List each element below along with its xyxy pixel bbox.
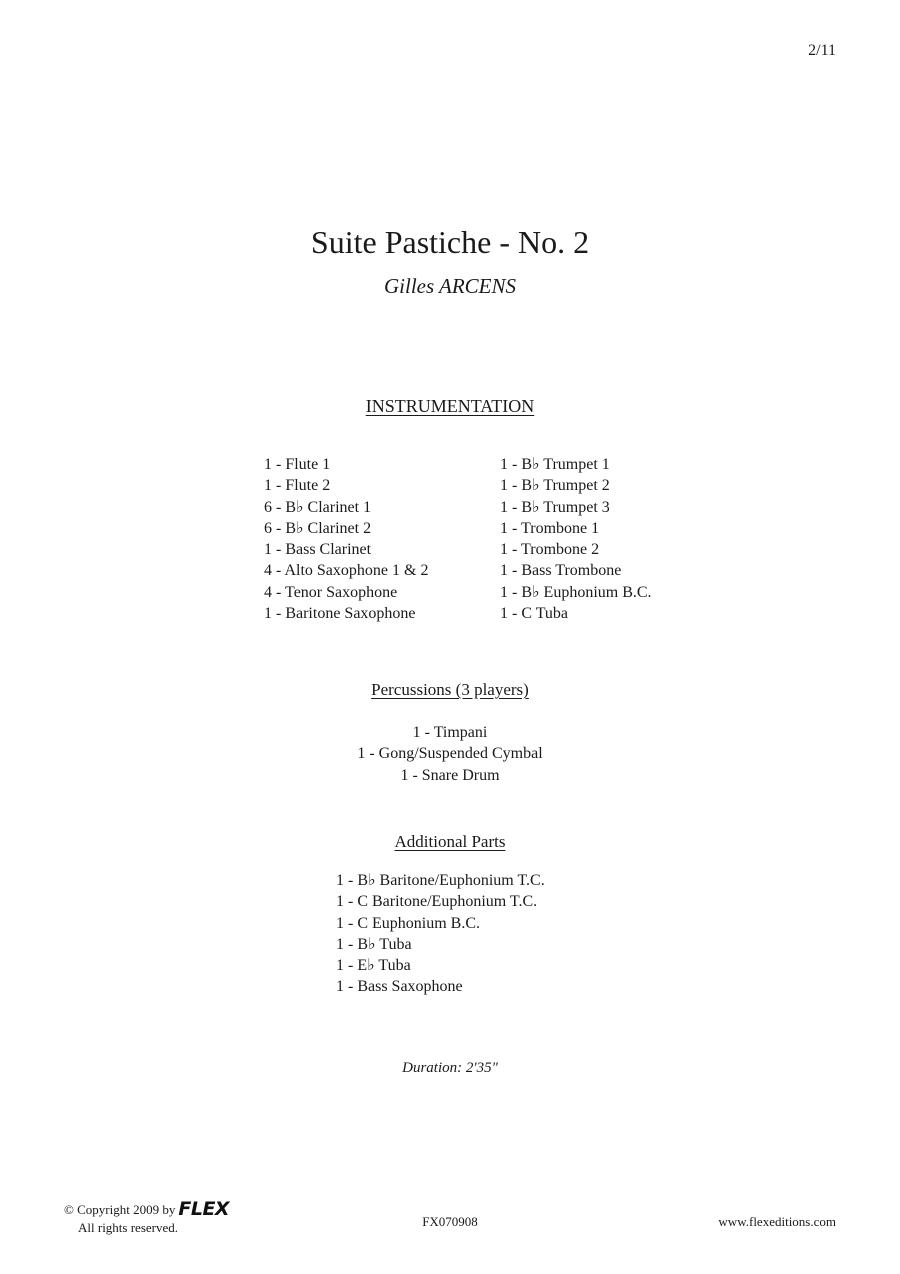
- instrument-list-right: [500, 454, 652, 624]
- instrumentation-heading: [0, 396, 900, 417]
- percussions-heading: [0, 680, 900, 700]
- instrument-list-left: [264, 454, 428, 624]
- instrument-item: 1 - Baritone Saxophone: [264, 605, 416, 623]
- additional-part-item: 1 - B♭ Baritone/Euphonium T.C.: [336, 872, 545, 889]
- piece-title: Suite Pastiche - No. 2: [310, 224, 590, 260]
- percussion-item: 1 - Snare Drum: [400, 766, 500, 784]
- duration: Duration: 2'35": [402, 1060, 498, 1076]
- percussion-item: 1 - Gong/Suspended Cymbal: [357, 745, 543, 763]
- website-text: www.flexeditions.com: [718, 1214, 836, 1229]
- additional-parts-heading: [0, 832, 900, 852]
- additional-parts-heading-text: Additional Parts: [394, 832, 506, 851]
- percussions-heading-text: Percussions (3 players): [371, 680, 529, 699]
- instrument-item: 1 - Flute 1: [264, 456, 331, 473]
- instrumentation-heading-text: INSTRUMENTATION: [365, 396, 535, 416]
- additional-part-item: 1 - C Baritone/Euphonium T.C.: [336, 893, 538, 911]
- percussion-list: [0, 722, 900, 786]
- additional-part-item: 1 - E♭ Tuba: [336, 957, 411, 975]
- copyright-text: © Copyright 2009 by: [64, 1202, 176, 1217]
- additional-parts-list: [336, 870, 545, 998]
- additional-part-item: 1 - Bass Saxophone: [336, 978, 463, 996]
- instrument-item: 1 - B♭ Euphonium B.C.: [500, 583, 652, 601]
- instrument-item: 1 - B♭ Trumpet 3: [500, 498, 610, 516]
- instrument-item: 4 - Tenor Saxophone: [264, 583, 398, 601]
- instrument-item: 1 - Flute 2: [264, 477, 331, 495]
- additional-part-item: 1 - C Euphonium B.C.: [336, 914, 481, 932]
- rights-text: All rights reserved.: [78, 1220, 179, 1235]
- instrument-item: 1 - C Tuba: [500, 605, 569, 623]
- instrument-item: 1 - Trombone 2: [500, 541, 600, 559]
- instrument-item: 1 - Bass Clarinet: [264, 541, 372, 559]
- percussion-item: 1 - Timpani: [412, 724, 488, 741]
- catalog-number: FX070908: [422, 1214, 478, 1229]
- instrument-item: 4 - Alto Saxophone 1 & 2: [264, 562, 429, 580]
- additional-part-item: 1 - B♭ Tuba: [336, 935, 412, 953]
- instrument-item: 1 - Trombone 1: [500, 519, 600, 537]
- page-number: 2/11: [808, 42, 836, 59]
- instrument-item: 1 - Bass Trombone: [500, 562, 622, 580]
- instrument-item: 1 - B♭ Trumpet 1: [500, 456, 610, 473]
- instrument-item: 6 - B♭ Clarinet 1: [264, 498, 372, 516]
- instrument-item: 6 - B♭ Clarinet 2: [264, 519, 372, 537]
- flex-logo-icon: FLEX: [178, 1198, 230, 1220]
- composer-name: Gilles ARCENS: [383, 274, 517, 298]
- instrument-item: 1 - B♭ Trumpet 2: [500, 477, 610, 495]
